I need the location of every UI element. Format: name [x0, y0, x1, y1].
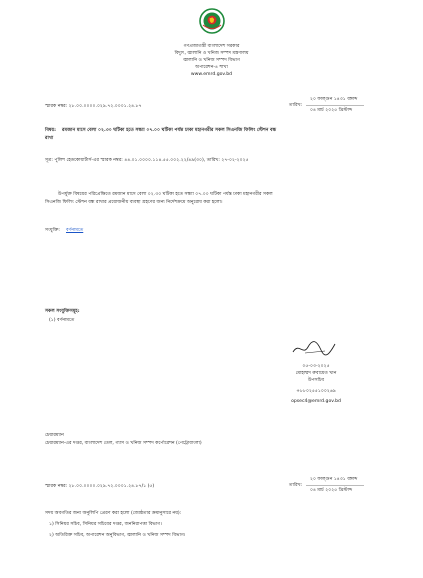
attachment-link[interactable]: বর্ণনামতে	[66, 228, 84, 233]
signatory-designation: উপসচিব	[307, 378, 325, 383]
body-paragraph-line1: উপর্যুক্ত বিষয়ের পরিপ্রেক্ষিতে রমজান মাসে বেলা ০২.৩০ ঘটিকা হতে সন্ধ্যা ০৭.০০ ঘটিকা পর্যন্ত ঢাকা মহানগরীর সকল	[58, 192, 273, 197]
date-divider	[306, 105, 364, 106]
header-ministry: বিদ্যুৎ, জ্বালানি ও খনিজ সম্পদ মন্ত্রণালয়	[174, 51, 249, 56]
memo-date-label: তারিখ:	[289, 103, 303, 108]
copy-date-english: ০৪ মার্চ ২০২৫ খ্রিস্টাব্দ	[310, 488, 353, 493]
header-website[interactable]: www.emrd.gov.bd	[190, 72, 233, 77]
signatory-email[interactable]: opsec4@emrd.gov.bd	[291, 399, 341, 404]
signatory-phone: +৮৮০২৫৫১০০২৬৯	[296, 389, 336, 394]
government-seal-logo	[199, 8, 225, 34]
copy-date-divider	[306, 485, 364, 486]
signatory-name: মোহাম্মদ রুবায়েত খান	[295, 371, 337, 376]
recipient-office: চেয়ারম্যান-এর দপ্তর, বাংলাদেশ তেল, গ্যাস ও খনিজ সম্পদ কর্পোরেশন (পেট্রোবাংলা)	[45, 441, 202, 446]
copies-item-2: ২) অতিরিক্ত সচিব, অপারেশন অনুবিভাগ, জ্বালানি ও খনিজ সম্পদ বিভাগ।	[49, 533, 186, 538]
subject-label: বিষয়:	[45, 128, 56, 133]
copies-intro: সদয় অবগতির জন্য অনুলিপি প্রেরণ করা হলো (জ্যেষ্ঠতার ক্রমানুসারে নয়):	[45, 511, 182, 516]
source-reference: সূত্র: পুলিশ হেডকোয়ার্টার্স-এর স্মারক নম্বর: ৪৪.০১.০০০০.১১৪.৫৫.০০২.২২/৪৯(৩০), তারিখ: ২৭-০২-২০২৫	[45, 158, 249, 163]
header-division: জ্বালানি ও খনিজ সম্পদ বিভাগ	[183, 58, 240, 63]
recipient-title: চেয়ারম্যান	[45, 433, 64, 438]
copy-date-label: তারিখ:	[289, 483, 303, 488]
memo-date-bengali: ২০ ফাল্গুন ১৪৩১ বঙ্গাব্দ	[310, 97, 358, 102]
subject-text-line2: রাখা	[45, 136, 54, 141]
signature-date: ০৫-০৩-২০২৫	[302, 364, 330, 369]
header-gov-name: গণপ্রজাতন্ত্রী বাংলাদেশ সরকার	[183, 44, 240, 49]
attachments-list-title: সকল সংযুক্তিসমূহ:	[45, 309, 80, 314]
handwritten-signature	[291, 338, 337, 358]
subject-text-line1: রমজান মাসে বেলা ০২.৩০ ঘটিকা হতে সন্ধ্যা ০৭.০০ ঘটিকা পর্যন্ত ঢাকা মহানগরীর সকল সিএনজি ফিলিং স্টেশন বন্ধ	[62, 128, 277, 133]
copy-date-bengali: ২০ ফাল্গুন ১৪৩১ বঙ্গাব্দ	[310, 477, 358, 482]
attachments-list-item: (১) বর্ণনামতে	[49, 318, 75, 323]
memo-date-english: ০৪ মার্চ ২০২৫ খ্রিস্টাব্দ	[310, 108, 353, 113]
copy-reference-number: স্মারক নম্বর: ২৮.০০.০০০০.০২৯.৭২.০০০১.২৪.৮৭/১ (৫)	[45, 484, 155, 489]
body-paragraph-line2: সিএনজি ফিলিং স্টেশন বন্ধ রাখার প্রয়োজনীয় ব্যবস্থা গ্রহণের জন্য নির্দেশক্রমে অনুরোধ করা হলো।	[45, 200, 223, 205]
header-branch: অপারেশন-৪ শাখা	[195, 65, 228, 70]
copies-item-1: ১) সিনিয়র সচিব, সিনিয়র সচিবের দপ্তর, জননিরাপত্তা বিভাগ।	[49, 522, 162, 527]
attachment-label: সংযুক্তি:	[45, 228, 60, 233]
memo-reference-number: স্মারক নম্বর: ২৮.০০.০০০০.০২৯.৭২.০০০১.২৪.৮৭	[45, 104, 142, 109]
